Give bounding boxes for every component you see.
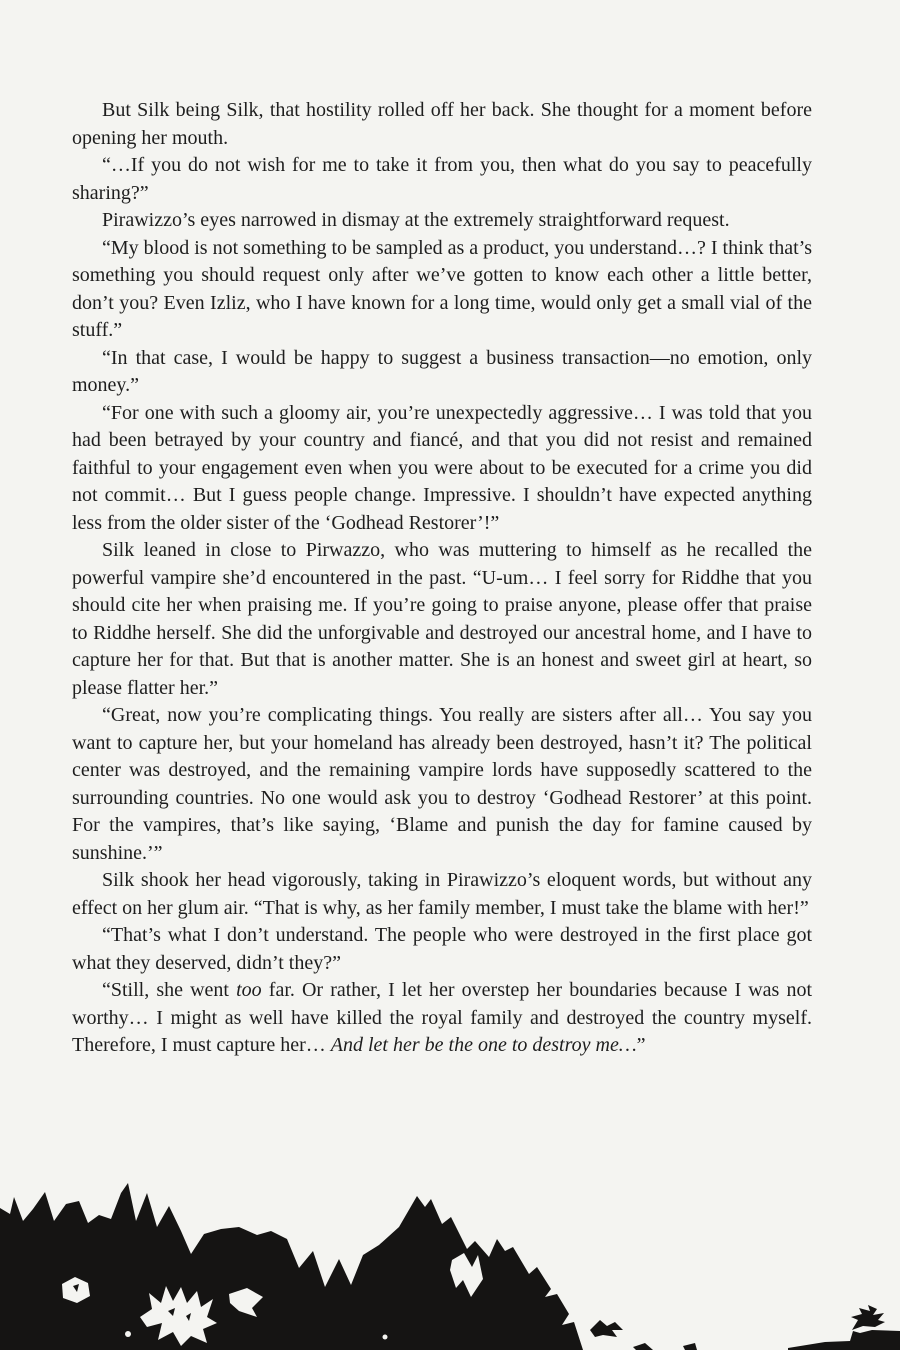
- ink-main-silhouette: [0, 1183, 583, 1350]
- paragraph: [72, 977, 812, 1060]
- text-run: “…If you do not wish for me to take it from you, then what do you say to peacefully sharing?”: [72, 154, 812, 204]
- text-run: far. Or rather, I let her overstep her boundaries because I was not worthy… I might as well have killed the royal family and destroyed the country myself. Therefore, I must capture her…: [72, 979, 813, 1056]
- text-run: “Still, she went: [102, 979, 237, 1001]
- paragraph: [72, 97, 812, 152]
- ink-fragment: [633, 1343, 653, 1350]
- text-run: Silk shook her head vigorously, taking in Pirawizzo’s eloquent words, but without any effect on her glum air. “That is why, as her family member, I must take the blame with her!”: [72, 869, 812, 919]
- text-run: “For one with such a gloomy air, you’re unexpectedly aggressive… I was told that you had been betrayed by your country and fiancé, and that you did not resist and remained faithful to your engagement even when you were about to be executed for a crime you did not commit… But I guess people change. Impressive. I shouldn’t have expected anything less from the older sister of the ‘Godhead Restorer’!”: [72, 401, 812, 534]
- text-run: ”: [636, 1034, 646, 1056]
- ink-corner-block: [788, 1330, 900, 1350]
- paragraph: [72, 922, 812, 977]
- text-run: “That’s what I don’t understand. The people who were destroyed in the first place got what they deserved, didn’t they?”: [72, 924, 812, 974]
- ink-hole-dot: [125, 1331, 131, 1337]
- paragraph: [72, 867, 812, 922]
- text-run: Pirawizzo’s eyes narrowed in dismay at the extremely straightforward request.: [102, 209, 730, 231]
- ink-splatter-decoration: [0, 1180, 900, 1350]
- ink-flourish: [851, 1305, 885, 1330]
- text-run: But Silk being Silk, that hostility rolled off her back. She thought for a moment before opening her mouth.: [72, 99, 812, 149]
- text-run: “My blood is not something to be sampled as a product, you understand…? I think that’s something you should request only after we’ve gotten to know each other a little better, don’t you? Even Izliz, who I have known for a long time, would only get a small vial of the stuff.”: [72, 236, 812, 341]
- paragraph: [72, 207, 812, 235]
- paragraph: [72, 702, 812, 867]
- paragraph: [72, 400, 812, 538]
- ink-fragment: [590, 1320, 623, 1337]
- body-text-block: [72, 97, 812, 1060]
- text-run: “In that case, I would be happy to suggest a business transaction—no emotion, only money.”: [72, 346, 812, 396]
- italic-text-run: And let her be the one to destroy me…: [330, 1034, 637, 1056]
- paragraph: [72, 152, 812, 207]
- paragraph: [72, 537, 812, 702]
- italic-text-run: too: [236, 979, 262, 1001]
- text-run: Silk leaned in close to Pirwazzo, who was muttering to himself as he recalled the powerful vampire she’d encountered in the past. “U-um… I feel sorry for Riddhe that you should cite her when praising me. If you’re going to praise anyone, please offer that praise to Riddhe herself. She did the unforgivable and destroyed our ancestral home, and I have to capture her for that. But that is another matter. She is an honest and sweet girl at heart, so please flatter her.”: [72, 539, 812, 699]
- text-run: “Great, now you’re complicating things. You really are sisters after all… You say you want to capture her, but your homeland has already been destroyed, hasn’t it? The political center was destroyed, and the remaining vampire lords have supposedly scattered to the surrounding countries. No one would ask you to destroy ‘Godhead Restorer’ at this point. For the vampires, that’s like saying, ‘Blame and punish the day for famine caused by sunshine.’”: [72, 704, 812, 864]
- ink-hole-dot: [383, 1335, 388, 1340]
- ink-fragment: [683, 1343, 697, 1350]
- paragraph: [72, 235, 812, 345]
- paragraph: [72, 345, 812, 400]
